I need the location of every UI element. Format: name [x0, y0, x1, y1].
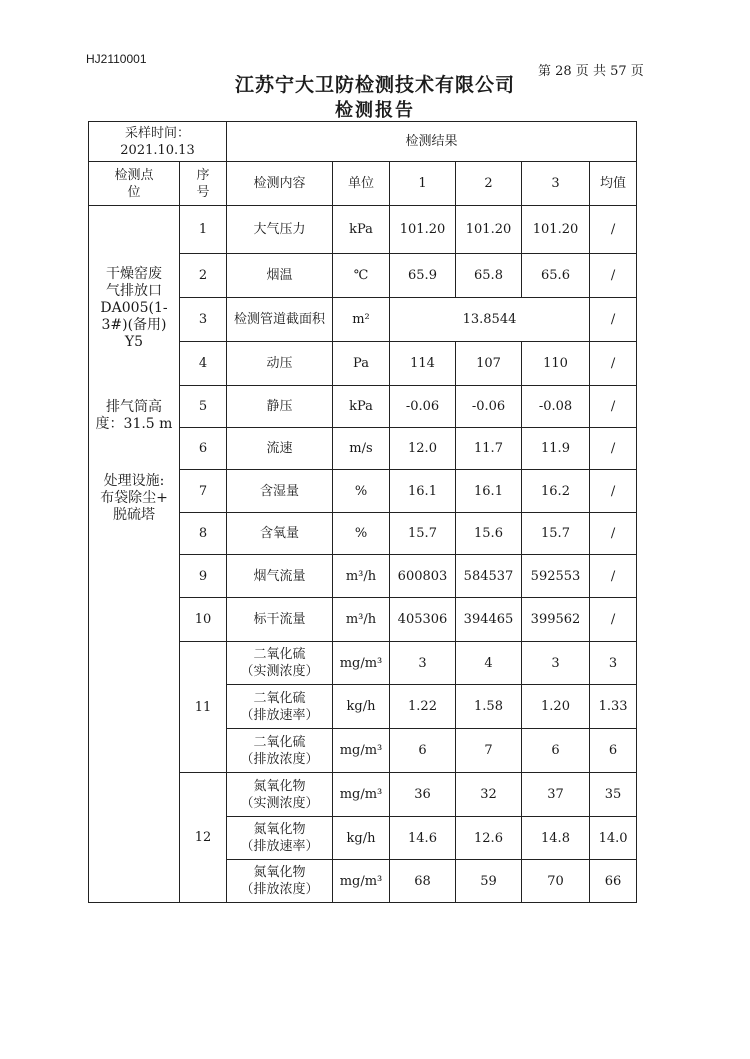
facility-line: 布袋除尘+: [100, 490, 168, 506]
sampling-time-cell: [89, 122, 227, 162]
row-unit: mg/m³: [333, 642, 390, 685]
item-name: 氮氧化物: [253, 822, 306, 837]
row-value-3: 15.7: [522, 513, 590, 555]
page-number: 第 28 页 共 57 页: [538, 64, 644, 79]
row-seq: 8: [180, 513, 227, 555]
item-qualifier: （排放浓度）: [240, 751, 319, 767]
row-item: [227, 817, 333, 860]
row-seq: 6: [180, 428, 227, 470]
row-item: 含氧量: [227, 513, 333, 555]
row-seq: 2: [180, 254, 227, 298]
row-value-3: 399562: [522, 598, 590, 642]
stack-height-line: 排气筒高: [106, 399, 162, 415]
row-seq: 9: [180, 555, 227, 598]
point-name-line: 气排放口: [106, 283, 162, 299]
row-item: [227, 729, 333, 773]
row-value-1: 1.22: [390, 685, 456, 729]
table-row: [89, 206, 637, 254]
row-value-3: 3: [522, 642, 590, 685]
report-title: 检测报告: [335, 100, 415, 121]
row-value-3: 6: [522, 729, 590, 773]
row-unit: kPa: [333, 206, 390, 254]
row-value-1: 600803: [390, 555, 456, 598]
row-item: 检测管道截面积: [227, 298, 333, 342]
results-header: 检测结果: [227, 122, 637, 162]
row-value-3: -0.08: [522, 386, 590, 428]
row-value-2: 16.1: [456, 470, 522, 513]
row-avg: 3: [590, 642, 637, 685]
row-unit: m³/h: [333, 555, 390, 598]
row-item: [227, 773, 333, 817]
row-seq: 3: [180, 298, 227, 342]
item-name: 氮氧化物: [253, 865, 306, 880]
row-value-2: 11.7: [456, 428, 522, 470]
row-avg: /: [590, 598, 637, 642]
facility-line: 处理设施:: [103, 473, 165, 489]
row-value-3: 14.8: [522, 817, 590, 860]
row-unit: ℃: [333, 254, 390, 298]
row-value-merged: 13.8544: [390, 298, 590, 342]
row-avg: /: [590, 386, 637, 428]
row-avg: 14.0: [590, 817, 637, 860]
group-seq-12: 12: [180, 773, 227, 903]
row-avg: 66: [590, 860, 637, 903]
row-value-3: 592553: [522, 555, 590, 598]
company-name: 江苏宁大卫防检测技术有限公司: [234, 74, 515, 96]
row-value-3: 11.9: [522, 428, 590, 470]
col-header-seq: 序号: [180, 162, 227, 206]
point-name-line: 3#)(备用): [101, 317, 167, 333]
row-unit: mg/m³: [333, 729, 390, 773]
facility-line: 脱硫塔: [113, 507, 155, 523]
document-id: HJ2110001: [86, 52, 147, 66]
row-seq: 7: [180, 470, 227, 513]
point-name-line: Y5: [124, 334, 144, 350]
row-unit: %: [333, 470, 390, 513]
row-avg: /: [590, 513, 637, 555]
row-item: 动压: [227, 342, 333, 386]
item-name: 二氧化硫: [253, 647, 306, 662]
item-qualifier: （实测浓度）: [240, 664, 319, 679]
row-unit: Pa: [333, 342, 390, 386]
row-value-1: 68: [390, 860, 456, 903]
col-header-1: 1: [390, 162, 456, 206]
row-avg: /: [590, 254, 637, 298]
row-value-1: 65.9: [390, 254, 456, 298]
row-unit: mg/m³: [333, 773, 390, 817]
row-value-1: 405306: [390, 598, 456, 642]
col-header-3: 3: [522, 162, 590, 206]
row-value-1: 16.1: [390, 470, 456, 513]
row-avg: /: [590, 428, 637, 470]
row-value-1: 12.0: [390, 428, 456, 470]
row-value-2: 15.6: [456, 513, 522, 555]
row-avg: /: [590, 342, 637, 386]
row-value-2: -0.06: [456, 386, 522, 428]
row-value-1: -0.06: [390, 386, 456, 428]
sampling-point-cell: [89, 206, 180, 903]
row-avg: /: [590, 555, 637, 598]
item-name: 氮氧化物: [253, 778, 306, 794]
row-value-2: 584537: [456, 555, 522, 598]
row-item: 含湿量: [227, 470, 333, 513]
row-value-1: 114: [390, 342, 456, 386]
row-value-3: 65.6: [522, 254, 590, 298]
row-avg: /: [590, 470, 637, 513]
row-value-3: 70: [522, 860, 590, 903]
row-item: 标干流量: [227, 598, 333, 642]
row-item: [227, 860, 333, 903]
row-value-2: 7: [456, 729, 522, 773]
group-seq-11: 11: [180, 642, 227, 773]
row-value-1: 6: [390, 729, 456, 773]
row-value-2: 394465: [456, 598, 522, 642]
row-seq: 10: [180, 598, 227, 642]
row-value-2: 59: [456, 860, 522, 903]
row-seq: 5: [180, 386, 227, 428]
row-avg: 1.33: [590, 685, 637, 729]
row-value-2: 107: [456, 342, 522, 386]
spacer: [90, 433, 178, 473]
row-value-1: 3: [390, 642, 456, 685]
row-value-3: 110: [522, 342, 590, 386]
col-header-unit: 单位: [333, 162, 390, 206]
col-header-item: 检测内容: [227, 162, 333, 206]
row-item: 大气压力: [227, 206, 333, 254]
row-value-1: 15.7: [390, 513, 456, 555]
row-item: [227, 642, 333, 685]
row-item: 流速: [227, 428, 333, 470]
row-value-3: 16.2: [522, 470, 590, 513]
row-item: 烟温: [227, 254, 333, 298]
row-unit: kg/h: [333, 817, 390, 860]
row-avg: /: [590, 206, 637, 254]
point-name-line: 干燥窑废: [106, 266, 162, 282]
row-value-2: 12.6: [456, 817, 522, 860]
row-avg: 35: [590, 773, 637, 817]
point-name-line: DA005(1-: [100, 300, 168, 316]
spacer: [90, 351, 178, 399]
row-unit: m/s: [333, 428, 390, 470]
row-value-2: 32: [456, 773, 522, 817]
col-header-2: 2: [456, 162, 522, 206]
row-value-2: 1.58: [456, 685, 522, 729]
row-seq: 1: [180, 206, 227, 254]
row-unit: kg/h: [333, 685, 390, 729]
row-unit: m²: [333, 298, 390, 342]
row-value-3: 1.20: [522, 685, 590, 729]
row-unit: m³/h: [333, 598, 390, 642]
row-value-2: 4: [456, 642, 522, 685]
sampling-date: 2021.10.13: [120, 142, 195, 158]
row-value-1: 101.20: [390, 206, 456, 254]
row-value-2: 101.20: [456, 206, 522, 254]
row-value-2: 65.8: [456, 254, 522, 298]
row-item: [227, 685, 333, 729]
row-item: 烟气流量: [227, 555, 333, 598]
row-value-3: 101.20: [522, 206, 590, 254]
row-value-1: 36: [390, 773, 456, 817]
col-header-point: 检测点位: [89, 162, 180, 206]
row-value-1: 14.6: [390, 817, 456, 860]
row-avg: /: [590, 298, 637, 342]
row-seq: 4: [180, 342, 227, 386]
col-header-avg: 均值: [590, 162, 637, 206]
row-item: 静压: [227, 386, 333, 428]
item-qualifier: （排放速率）: [240, 839, 319, 854]
item-qualifier: （排放浓度）: [240, 882, 319, 897]
row-unit: %: [333, 513, 390, 555]
results-table: [88, 121, 637, 903]
item-name: 二氧化硫: [253, 734, 306, 750]
item-qualifier: （实测浓度）: [240, 795, 319, 811]
item-qualifier: （排放速率）: [240, 707, 319, 723]
row-avg: 6: [590, 729, 637, 773]
row-unit: kPa: [333, 386, 390, 428]
stack-height-line: 度：31.5 m: [95, 416, 173, 432]
item-name: 二氧化硫: [253, 690, 306, 706]
row-value-3: 37: [522, 773, 590, 817]
sampling-time-label: 采样时间：: [124, 125, 190, 141]
row-unit: mg/m³: [333, 860, 390, 903]
